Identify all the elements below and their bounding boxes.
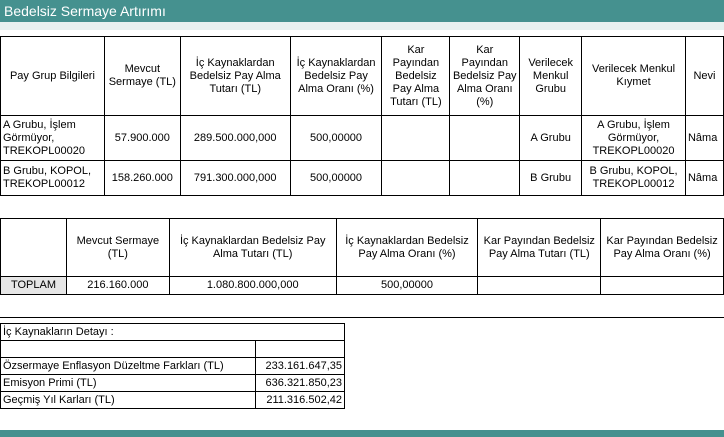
detail-title-row bbox=[1, 324, 345, 341]
total-ic-kaynak-tutar: 1.080.800.000,000 bbox=[169, 277, 336, 295]
cell-nevi: Nâma bbox=[685, 161, 723, 196]
cell-menkul-grubu: B Grubu bbox=[520, 161, 582, 196]
totals-table bbox=[0, 218, 724, 295]
detail-row bbox=[1, 392, 345, 409]
header-kar-payi-tutar: Kar Payından Bedelsiz Pay Alma Tutarı (TL) bbox=[478, 219, 601, 277]
cell-pay-grup: B Grubu, KOPOL, TREKOPL00012 bbox=[1, 161, 105, 196]
header-empty bbox=[1, 219, 67, 277]
detail-value: 211.316.502,42 bbox=[256, 392, 345, 409]
cell-kar-payi-oran bbox=[450, 161, 520, 196]
table-header-row bbox=[1, 37, 724, 116]
header-nevi: Nevi bbox=[685, 37, 723, 116]
detail-row bbox=[1, 358, 345, 375]
total-kar-payi-tutar bbox=[478, 277, 601, 295]
table-row bbox=[1, 116, 724, 161]
cell-kar-payi-tutar bbox=[382, 116, 450, 161]
header-pay-grup: Pay Grup Bilgileri bbox=[1, 37, 105, 116]
detail-spacer-cell bbox=[256, 341, 345, 358]
detail-label: Özsermaye Enflasyon Düzeltme Farkları (TL) bbox=[1, 358, 256, 375]
header-ic-kaynak-oran: İç Kaynaklardan Bedelsiz Pay Alma Oranı (%) bbox=[336, 219, 478, 277]
total-mevcut-sermaye: 216.160.000 bbox=[66, 277, 169, 295]
cell-pay-grup: A Grubu, İşlem Görmüyor, TREKOPL00020 bbox=[1, 116, 105, 161]
cell-mevcut-sermaye: 57.900.000 bbox=[104, 116, 180, 161]
detail-value: 233.161.647,35 bbox=[256, 358, 345, 375]
header-menkul-grubu: Verilecek Menkul Grubu bbox=[520, 37, 582, 116]
detail-spacer-cell bbox=[1, 341, 256, 358]
table-row bbox=[1, 161, 724, 196]
cell-ic-kaynak-oran: 500,00000 bbox=[290, 116, 382, 161]
resources-detail-table bbox=[0, 323, 345, 409]
cell-nevi: Nâma bbox=[685, 116, 723, 161]
title-underline bbox=[0, 22, 724, 30]
header-ic-kaynak-tutar: İç Kaynaklardan Bedelsiz Pay Alma Tutarı (TL) bbox=[180, 37, 290, 116]
table-header-row bbox=[1, 219, 724, 277]
detail-label: Emisyon Primi (TL) bbox=[1, 375, 256, 392]
cell-kar-payi-tutar bbox=[382, 161, 450, 196]
header-mevcut-sermaye: Mevcut Sermaye (TL) bbox=[66, 219, 169, 277]
section-divider bbox=[0, 317, 724, 318]
detail-value: 636.321.850,23 bbox=[256, 375, 345, 392]
page-title: Bedelsiz Sermaye Artırımı bbox=[0, 0, 724, 22]
share-group-table bbox=[0, 36, 724, 196]
cell-menkul-grubu: A Grubu bbox=[520, 116, 582, 161]
total-label: TOPLAM bbox=[1, 277, 67, 295]
footer-bar bbox=[0, 430, 724, 437]
detail-spacer-row bbox=[1, 341, 345, 358]
header-kar-payi-oran: Kar Payından Bedelsiz Pay Alma Oranı (%) bbox=[450, 37, 520, 116]
detail-label: Geçmiş Yıl Karları (TL) bbox=[1, 392, 256, 409]
cell-menkul-kiymet: B Grubu, KOPOL, TREKOPL00012 bbox=[582, 161, 686, 196]
total-ic-kaynak-oran: 500,00000 bbox=[336, 277, 478, 295]
total-kar-payi-oran bbox=[601, 277, 724, 295]
header-mevcut-sermaye: Mevcut Sermaye (TL) bbox=[104, 37, 180, 116]
cell-menkul-kiymet: A Grubu, İşlem Görmüyor, TREKOPL00020 bbox=[582, 116, 686, 161]
header-kar-payi-tutar: Kar Payından Bedelsiz Pay Alma Tutarı (TL) bbox=[382, 37, 450, 116]
cell-ic-kaynak-oran: 500,00000 bbox=[290, 161, 382, 196]
header-menkul-kiymet: Verilecek Menkul Kıymet bbox=[582, 37, 686, 116]
cell-ic-kaynak-tutar: 289.500.000,000 bbox=[180, 116, 290, 161]
totals-row bbox=[1, 277, 724, 295]
header-kar-payi-oran: Kar Payından Bedelsiz Pay Alma Oranı (%) bbox=[601, 219, 724, 277]
header-ic-kaynak-oran: İç Kaynaklardan Bedelsiz Pay Alma Oranı (%) bbox=[290, 37, 382, 116]
detail-title: İç Kaynakların Detayı : bbox=[1, 324, 345, 341]
cell-ic-kaynak-tutar: 791.300.000,000 bbox=[180, 161, 290, 196]
cell-mevcut-sermaye: 158.260.000 bbox=[104, 161, 180, 196]
header-ic-kaynak-tutar: İç Kaynaklardan Bedelsiz Pay Alma Tutarı (TL) bbox=[169, 219, 336, 277]
detail-row bbox=[1, 375, 345, 392]
cell-kar-payi-oran bbox=[450, 116, 520, 161]
